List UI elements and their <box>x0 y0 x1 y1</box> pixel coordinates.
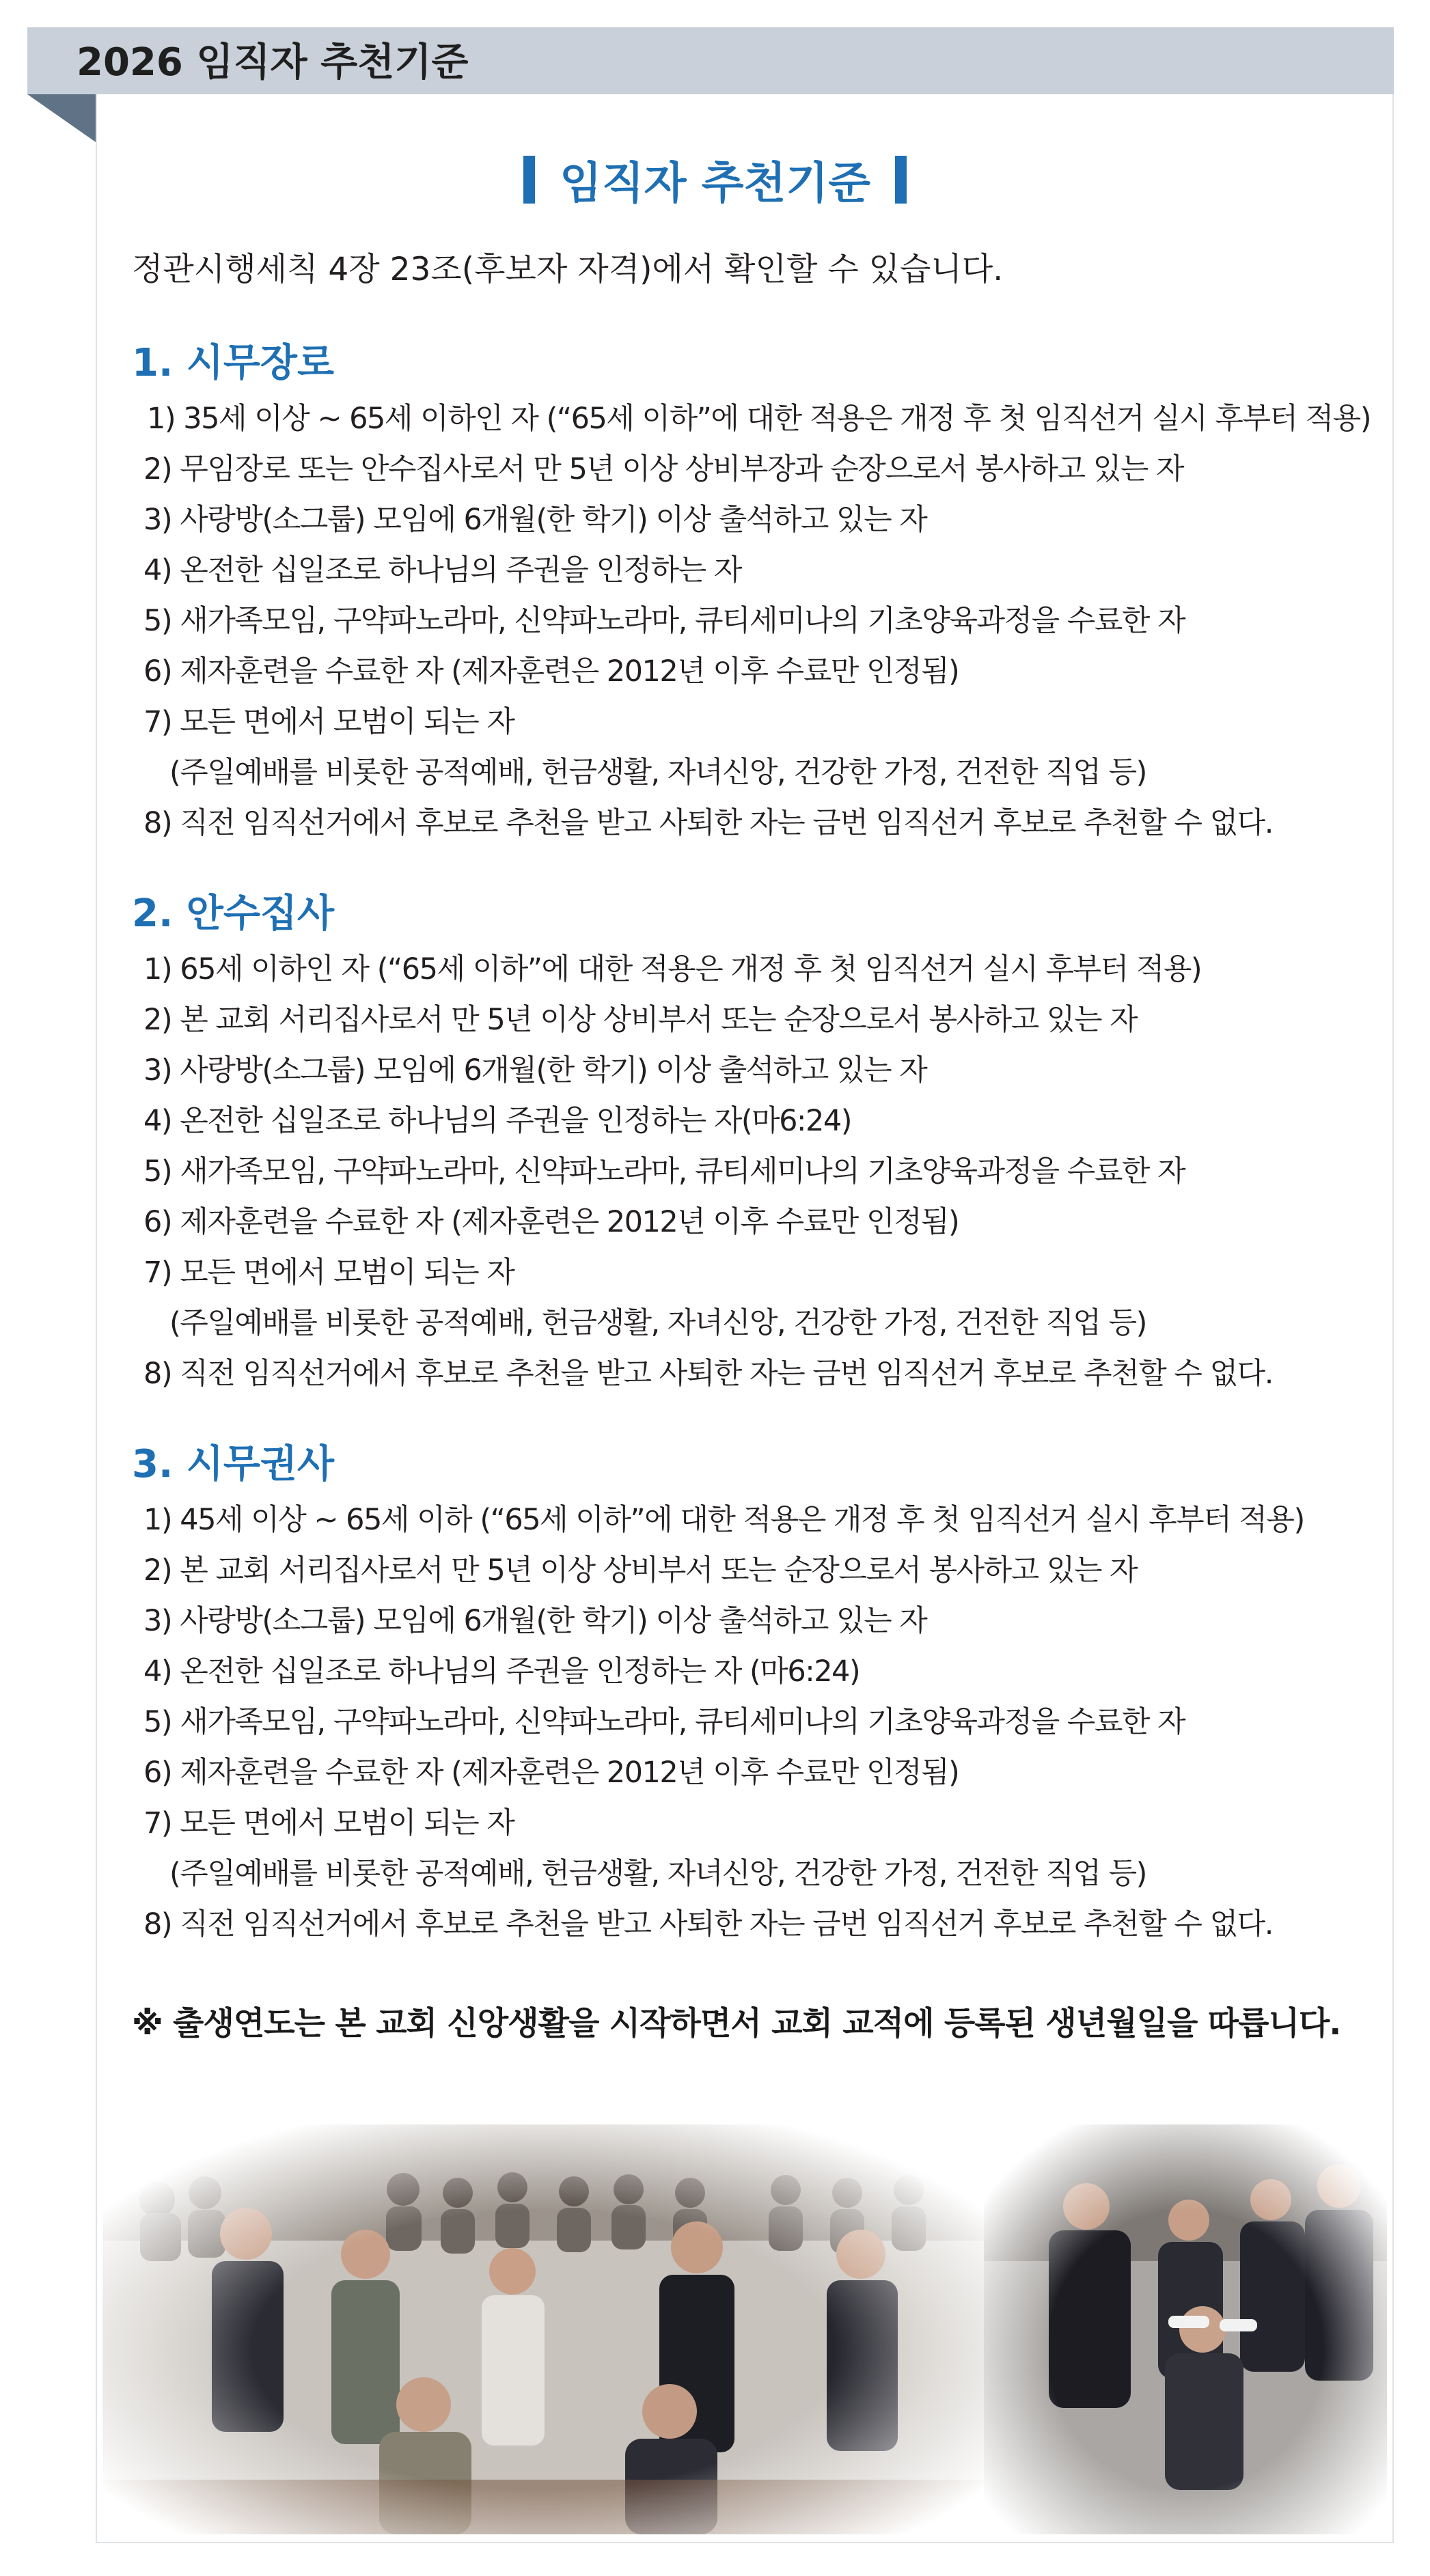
list-item: 7) 모든 면에서 모범이 되는 자 <box>143 705 514 739</box>
laying-on-of-hands-photo <box>984 2124 1387 2534</box>
list-item: 5) 새가족모임, 구약파노라마, 신약파노라마, 큐티세미나의 기초양육과정을 수료한 자 <box>143 604 1185 638</box>
list-item-detail: (주일예배를 비롯한 공적예배, 헌금생활, 자녀신앙, 건강한 가정, 건전한 직업 등) <box>169 756 1146 790</box>
section-title-elder: 1. 시무장로 <box>132 341 335 385</box>
main-title-text: 임직자 추천기준 <box>559 158 871 209</box>
list-item: 5) 새가족모임, 구약파노라마, 신약파노라마, 큐티세미나의 기초양육과정을 수료한 자 <box>143 1705 1185 1739</box>
list-item: 4) 온전한 십일조로 하나님의 주권을 인정하는 자 (마6:24) <box>143 1654 860 1689</box>
header-title: 2026 임직자 추천기준 <box>77 40 469 85</box>
list-item: 3) 사랑방(소그룹) 모임에 6개월(한 학기) 이상 출석하고 있는 자 <box>143 1053 927 1088</box>
main-title <box>0 149 1430 210</box>
list-item: 2) 본 교회 서리집사로서 만 5년 이상 상비부서 또는 순장으로서 봉사하고 있는 자 <box>143 1553 1138 1588</box>
list-item: 7) 모든 면에서 모범이 되는 자 <box>143 1256 514 1290</box>
header-fold-decoration <box>27 94 96 142</box>
list-item: 1) 65세 이하인 자 (“65세 이하”에 대한 적용은 개정 후 첫 임직선거 실시 후부터 적용) <box>143 952 1202 986</box>
list-item: 2) 본 교회 서리집사로서 만 5년 이상 상비부서 또는 순장으로서 봉사하고 있는 자 <box>143 1003 1138 1037</box>
title-bar-left <box>523 156 535 204</box>
list-item: 1) 35세 이상 ~ 65세 이하인 자 (“65세 이하”에 대한 적용은 개정 후 첫 임직선거 실시 후부터 적용) <box>147 402 1371 436</box>
list-item: 6) 제자훈련을 수료한 자 (제자훈련은 2012년 이후 수료만 인정됨) <box>143 654 959 689</box>
list-item: 4) 온전한 십일조로 하나님의 주권을 인정하는 자 <box>143 553 741 587</box>
laying-on-of-hands-photo-drawing <box>984 2124 1387 2534</box>
list-item-detail: (주일예배를 비롯한 공적예배, 헌금생활, 자녀신앙, 건강한 가정, 건전한 직업 등) <box>169 1857 1146 1891</box>
section-title-kwonsa: 3. 시무권사 <box>132 1442 335 1486</box>
list-item: 5) 새가족모임, 구약파노라마, 신약파노라마, 큐티세미나의 기초양육과정을 수료한 자 <box>143 1154 1185 1189</box>
list-item: 1) 45세 이상 ~ 65세 이하 (“65세 이하”에 대한 적용은 개정 후 첫 임직선거 실시 후부터 적용) <box>143 1503 1304 1537</box>
list-item: 8) 직전 임직선거에서 후보로 추천을 받고 사퇴한 자는 금번 임직선거 후보로 추천할 수 없다. <box>143 806 1273 840</box>
ordination-vow-photo <box>102 2124 984 2534</box>
list-item: 7) 모든 면에서 모범이 되는 자 <box>143 1806 514 1840</box>
list-item: 2) 무임장로 또는 안수집사로서 만 5년 이상 상비부장과 순장으로서 봉사하고 있는 자 <box>143 452 1184 486</box>
list-item-detail: (주일예배를 비롯한 공적예배, 헌금생활, 자녀신앙, 건강한 가정, 건전한 직업 등) <box>169 1306 1146 1340</box>
birth-year-note: ※ 출생연도는 본 교회 신앙생활을 시작하면서 교회 교적에 등록된 생년월일을 따릅니다. <box>132 2005 1341 2042</box>
title-bar-right <box>895 156 907 204</box>
section-title-deacon: 2. 안수집사 <box>132 891 335 936</box>
list-item: 6) 제자훈련을 수료한 자 (제자훈련은 2012년 이후 수료만 인정됨) <box>143 1205 959 1239</box>
list-item: 8) 직전 임직선거에서 후보로 추천을 받고 사퇴한 자는 금번 임직선거 후보로 추천할 수 없다. <box>143 1907 1273 1941</box>
list-item: 8) 직전 임직선거에서 후보로 추천을 받고 사퇴한 자는 금번 임직선거 후보로 추천할 수 없다. <box>143 1357 1273 1391</box>
ordination-vow-photo-drawing <box>102 2124 984 2534</box>
intro-text: 정관시행세칙 4장 23조(후보자 자격)에서 확인할 수 있습니다. <box>132 251 1004 288</box>
list-item: 4) 온전한 십일조로 하나님의 주권을 인정하는 자(마6:24) <box>143 1104 852 1138</box>
list-item: 3) 사랑방(소그룹) 모임에 6개월(한 학기) 이상 출석하고 있는 자 <box>143 503 927 537</box>
list-item: 6) 제자훈련을 수료한 자 (제자훈련은 2012년 이후 수료만 인정됨) <box>143 1756 959 1790</box>
list-item: 3) 사랑방(소그룹) 모임에 6개월(한 학기) 이상 출석하고 있는 자 <box>143 1604 927 1638</box>
